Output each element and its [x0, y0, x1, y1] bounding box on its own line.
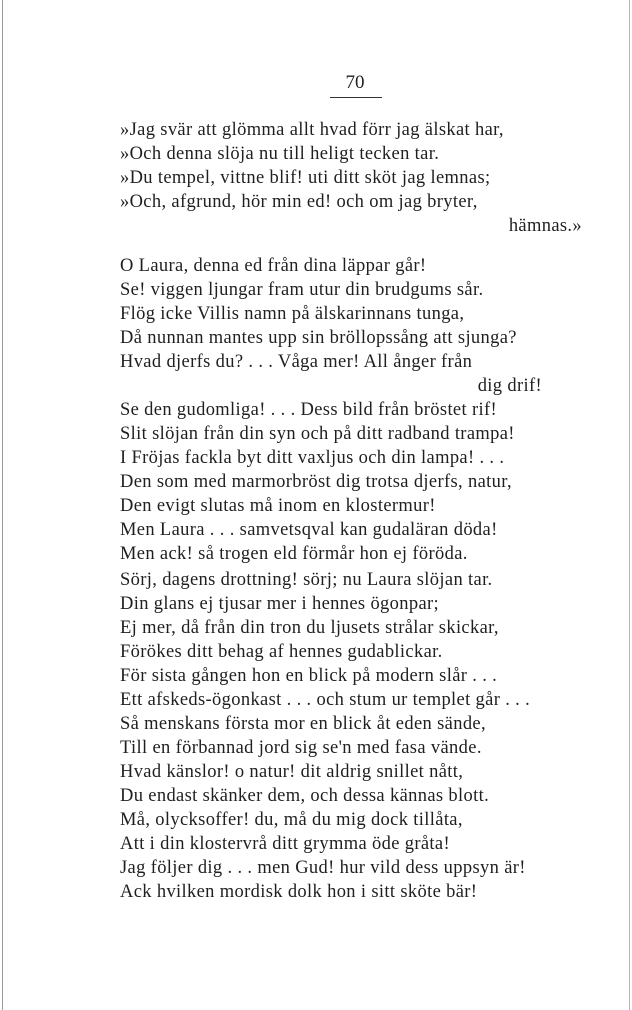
verse-line: Sörj, dagens drottning! sörj; nu Laura slöjan tar. — [120, 570, 493, 590]
verse-line: Till en förbannad jord sig se'n med fasa vände. — [120, 738, 482, 758]
verse-line: Den evigt slutas må inom en klostermur! — [120, 496, 436, 516]
stanza-3 — [120, 568, 582, 904]
verse-line: Ej mer, då från din tron du ljusets strålar skickar, — [120, 618, 499, 638]
verse-line: Din glans ej tjusar mer i hennes ögonpar; — [120, 594, 440, 614]
verse-line: Se! viggen ljungar fram utur din brudgums sår. — [120, 280, 484, 300]
verse-line: Förökes ditt behag af hennes gudablickar. — [120, 642, 443, 662]
verse-line: Den som med marmorbröst dig trotsa djerfs, natur, — [120, 472, 512, 492]
verse-line: I Fröjas fackla byt ditt vaxljus och din lampa! . . . — [120, 448, 505, 468]
verse-line: För sista gången hon en blick på modern slår . . . — [120, 666, 498, 686]
verse-line: Men ack! så trogen eld förmår hon ej föröda. — [120, 544, 468, 564]
stanza-2 — [120, 254, 582, 566]
verse-line: Slit slöjan från din syn och på ditt radband trampa! — [120, 424, 515, 444]
verse-line: Hvad känslor! o natur! dit aldrig snillet nått, — [120, 762, 464, 782]
verse-line: »Du tempel, vittne blif! uti ditt sköt jag lemnas; — [120, 168, 491, 188]
verse-line: Då nunnan mantes upp sin bröllopssång att sjunga? — [120, 328, 517, 348]
verse-line: Ack hvilken mordisk dolk hon i sitt sköte bär! — [120, 882, 478, 902]
verse-line: »Jag svär att glömma allt hvad förr jag älskat har, — [120, 120, 504, 140]
verse-line: Så menskans första mor en blick åt eden sände, — [120, 714, 486, 734]
page-edge-right — [629, 0, 630, 1010]
verse-line: O Laura, denna ed från dina läppar går! — [120, 256, 427, 276]
verse-line: Ett afskeds-ögonkast . . . och stum ur templet går . . . — [120, 690, 531, 710]
verse-line: Jag följer dig . . . men Gud! hur vild dess uppsyn är! — [120, 858, 526, 878]
verse-line: »Och denna slöja nu till heligt tecken tar. — [120, 144, 440, 164]
verse-line: Du endast skänker dem, och dessa kännas blott. — [120, 786, 490, 806]
page-number-rule — [330, 97, 382, 98]
verse-line: Men Laura . . . samvetsqval kan gudaläran döda! — [120, 520, 498, 540]
stanza-1 — [120, 118, 582, 238]
verse-line: Flög icke Villis namn på älskarinnans tunga, — [120, 304, 465, 324]
page-number: 70 — [345, 72, 365, 93]
verse-line-runover: dig drif! — [477, 376, 542, 396]
verse-line: »Och, afgrund, hör min ed! och om jag bryter, — [120, 192, 478, 212]
verse-line: Att i din klostervrå ditt grymma öde gråta! — [120, 834, 450, 854]
verse-line-runover: hämnas.» — [508, 216, 582, 236]
page-edge-left — [2, 0, 3, 1010]
verse-line: Hvad djerfs du? . . . Våga mer! All ånger från — [120, 352, 473, 372]
verse-line: Se den gudomliga! . . . Dess bild från bröstet rif! — [120, 400, 497, 420]
verse-line: Må, olycksoffer! du, må du mig dock tillåta, — [120, 810, 463, 830]
